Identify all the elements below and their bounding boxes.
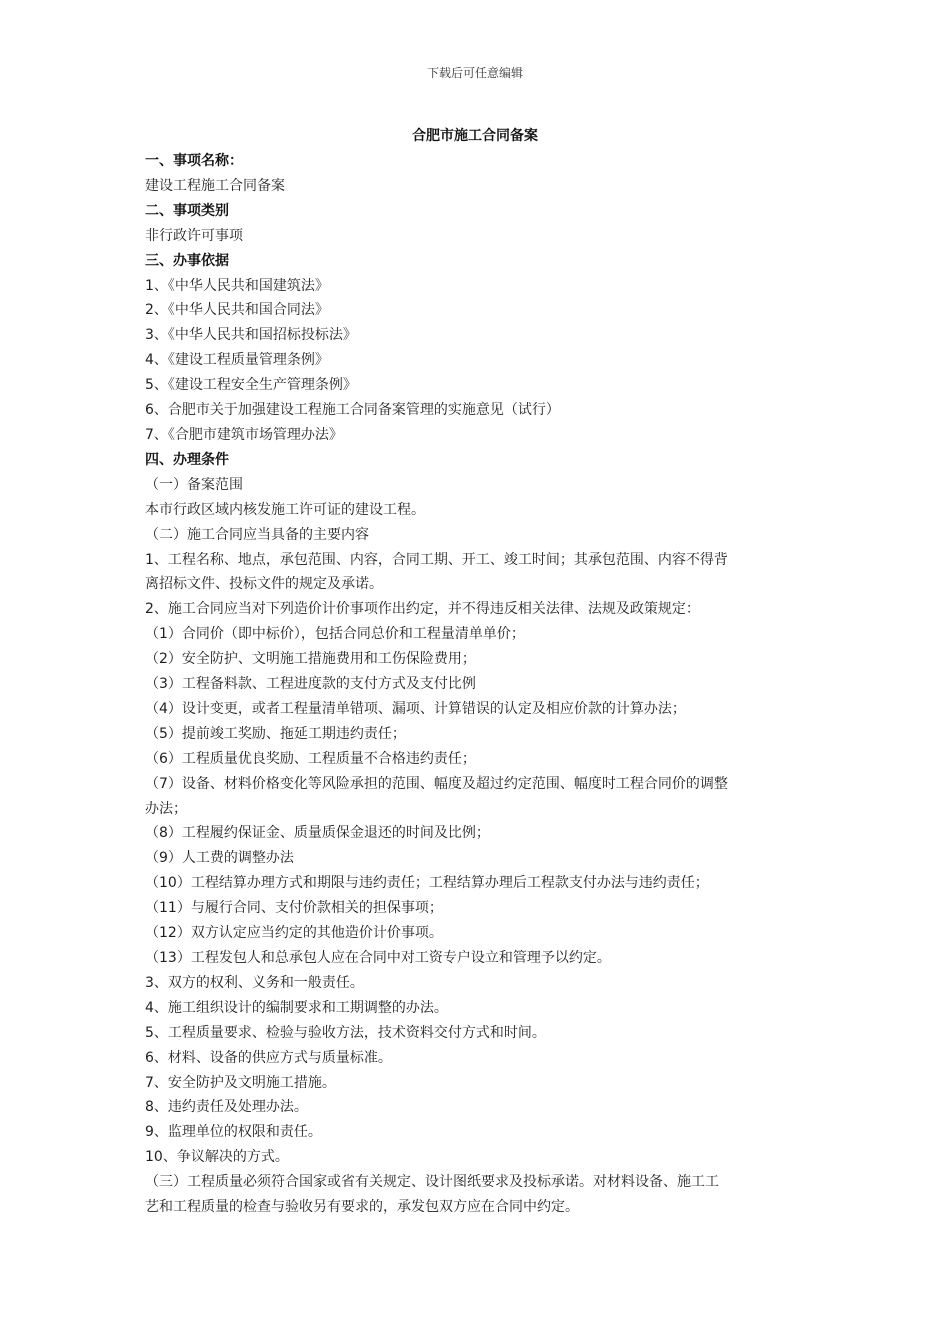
body-line: （9）人工费的调整办法 (145, 850, 294, 867)
body-line: 1、工程名称、地点，承包范围、内容，合同工期、开工、竣工时间；其承包范围、内容不得背 (145, 551, 728, 568)
body-line: （3）工程备料款、工程进度款的支付方式及支付比例 (145, 676, 476, 693)
body-line: 6、材料、设备的供应方式与质量标准。 (145, 1049, 392, 1066)
body-line: （2）安全防护、文明施工措施费用和工伤保险费用； (145, 651, 476, 668)
body-line: 9、监理单位的权限和责任。 (145, 1124, 322, 1141)
body-line: 5、《建设工程安全生产管理条例》 (145, 377, 357, 394)
body-line: 非行政许可事项 (145, 227, 243, 244)
body-line: 3、双方的权利、义务和一般责任。 (145, 974, 364, 991)
body-line: 6、合肥市关于加强建设工程施工合同备案管理的实施意见（试行） (145, 402, 560, 419)
body-line: （1）合同价（即中标价），包括合同总价和工程量清单单价； (145, 626, 525, 643)
body-line: 本市行政区域内核发施工许可证的建设工程。 (145, 501, 425, 518)
body-line: （二）施工合同应当具备的主要内容 (145, 526, 369, 543)
body-line: （8）工程履约保证金、质量质保金退还的时间及比例； (145, 825, 490, 842)
body-line: 3、《中华人民共和国招标投标法》 (145, 327, 357, 344)
body-line: （三）工程质量必须符合国家或省有关规定、设计图纸要求及投标承诺。对材料设备、施工工 (145, 1174, 719, 1191)
section-heading: 一、事项名称： (145, 153, 243, 169)
body-line: 艺和工程质量的检查与验收另有要求的，承发包双方应在合同中约定。 (145, 1199, 579, 1216)
body-line: （7）设备、材料价格变化等风险承担的范围、幅度及超过约定范围、幅度时工程合同价的调整 (145, 775, 728, 792)
download-note: 下载后可任意编辑 (426, 66, 523, 80)
section-heading: 三、办事依据 (145, 252, 229, 269)
body-line: 5、工程质量要求、检验与验收方法，技术资料交付方式和时间。 (145, 1024, 546, 1041)
body-line: 离招标文件、投标文件的规定及承诺。 (145, 576, 383, 593)
body-line: 2、《中华人民共和国合同法》 (145, 302, 329, 319)
section-heading: 四、办理条件 (145, 451, 229, 468)
body-line: （一）备案范围 (145, 476, 243, 493)
body-line: （11）与履行合同、支付价款相关的担保事项； (145, 900, 443, 917)
body-line: （13）工程发包人和总承包人应在合同中对工资专户设立和管理予以约定。 (145, 950, 611, 966)
body-line: 建设工程施工合同备案 (145, 177, 285, 194)
section-heading: 二、事项类别 (145, 202, 229, 219)
page-title: 合肥市施工合同备案 (412, 128, 538, 144)
body-line: （6）工程质量优良奖励、工程质量不合格违约责任； (145, 750, 476, 767)
body-line: 办法； (145, 800, 187, 817)
body-line: 10、争议解决的方式。 (145, 1149, 289, 1166)
body-line: 4、《建设工程质量管理条例》 (145, 352, 329, 369)
body-line: 7、《合肥市建筑市场管理办法》 (145, 426, 343, 443)
body-line: （10）工程结算办理方式和期限与违约责任；工程结算办理后工程款支付办法与违约责任； (145, 875, 709, 892)
body-line: （4）设计变更，或者工程量清单错项、漏项、计算错误的认定及相应价款的计算办法； (145, 700, 686, 717)
body-line: 4、施工组织设计的编制要求和工期调整的办法。 (145, 999, 448, 1016)
body-line: 1、《中华人民共和国建筑法》 (145, 277, 329, 294)
body-line: （5）提前竣工奖励、拖延工期违约责任； (145, 725, 406, 742)
body-line: （12）双方认定应当约定的其他造价计价事项。 (145, 925, 443, 942)
body-line: 2、施工合同应当对下列造价计价事项作出约定，并不得违反相关法律、法规及政策规定： (145, 601, 700, 618)
body-line: 7、安全防护及文明施工措施。 (145, 1074, 336, 1091)
document-body (145, 149, 810, 1220)
body-line: 8、违约责任及处理办法。 (145, 1099, 308, 1116)
